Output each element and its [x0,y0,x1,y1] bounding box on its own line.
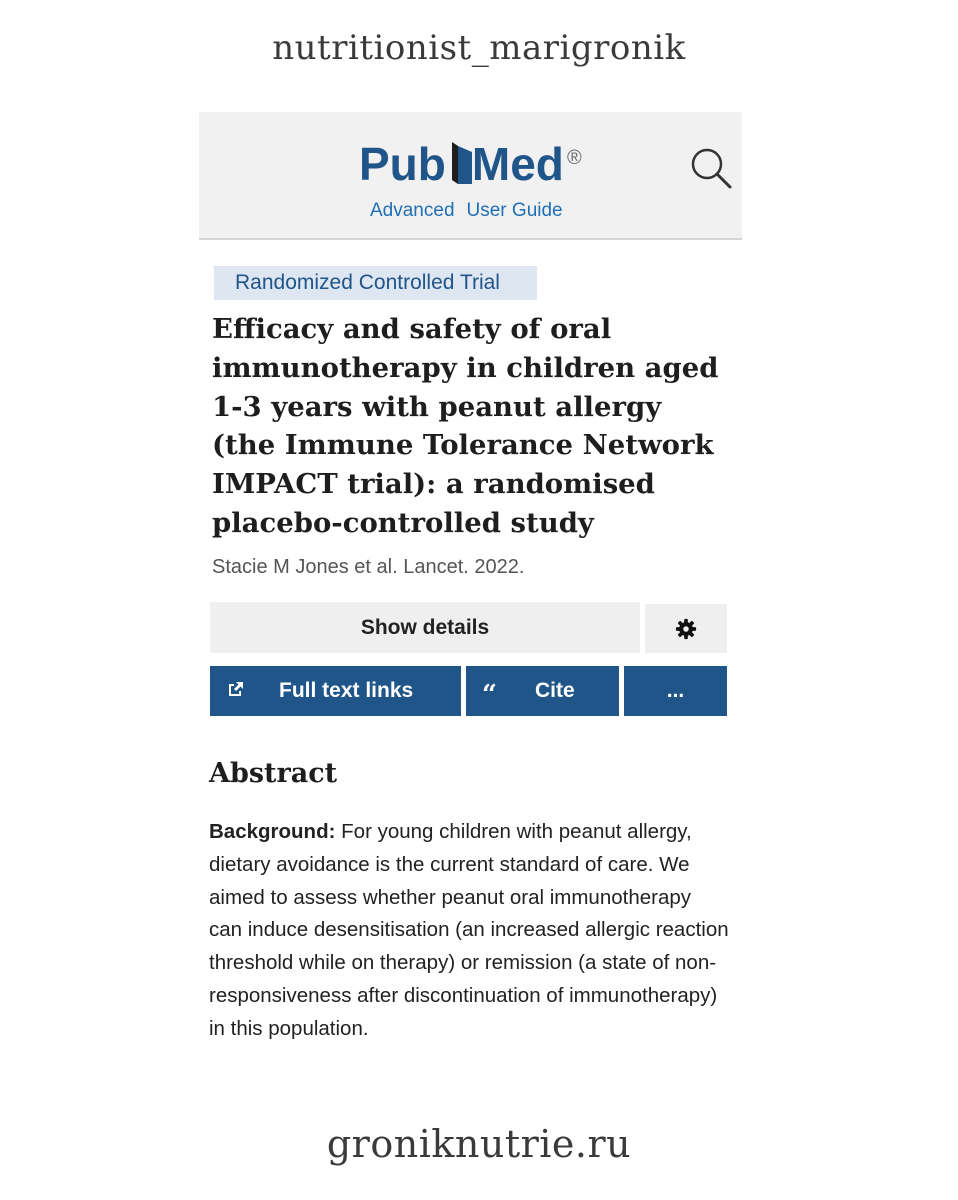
settings-button[interactable] [645,604,727,653]
quote-icon: “ [482,680,497,710]
more-actions-button[interactable] [624,666,727,716]
gear-icon [675,618,697,640]
logo-pub: Pub [359,138,446,190]
header-links [370,200,575,222]
logo-med: Med [471,138,564,190]
cite-label: Cite [535,679,575,702]
pubmed-logo[interactable] [359,134,582,194]
advanced-link[interactable]: Advanced [370,200,455,221]
external-link-icon [227,680,245,698]
book-icon [448,140,474,186]
user-guide-link[interactable]: User Guide [466,200,563,221]
watermark-bottom: groniknutrie.ru [326,1122,632,1166]
background-label: Background: [209,820,336,843]
abstract-background [209,816,729,1046]
pubmed-header [199,112,742,240]
more-label: ... [666,679,685,702]
full-text-links-button[interactable] [210,666,461,716]
watermark-top: nutritionist_marigronik [272,28,686,68]
cite-button[interactable] [466,666,619,716]
search-icon[interactable] [689,146,733,190]
article-type-badge: Randomized Controlled Trial [214,266,537,300]
article-title: Efficacy and safety of oral immunotherapy in children aged 1-3 years with peanut allergy (the Immune Tolerance Network IMPACT trial): a randomised placebo-controlled study [212,313,719,539]
background-text: For young children with peanut allergy, dietary avoidance is the current standard of care. We aimed to assess whether peanut oral immunotherapy can induce desensitisation (an increased allergic reaction threshold while on therapy) or remission (a state of non-responsiveness after discontinuation of immunotherapy) in this population. [209,820,729,1040]
full-text-label: Full text links [279,679,414,702]
article-citation[interactable]: Stacie M Jones et al. Lancet. 2022. [212,556,525,578]
show-details-button[interactable]: Show details [210,602,640,653]
registered-mark: ® [567,147,582,169]
abstract-heading: Abstract [209,758,338,789]
